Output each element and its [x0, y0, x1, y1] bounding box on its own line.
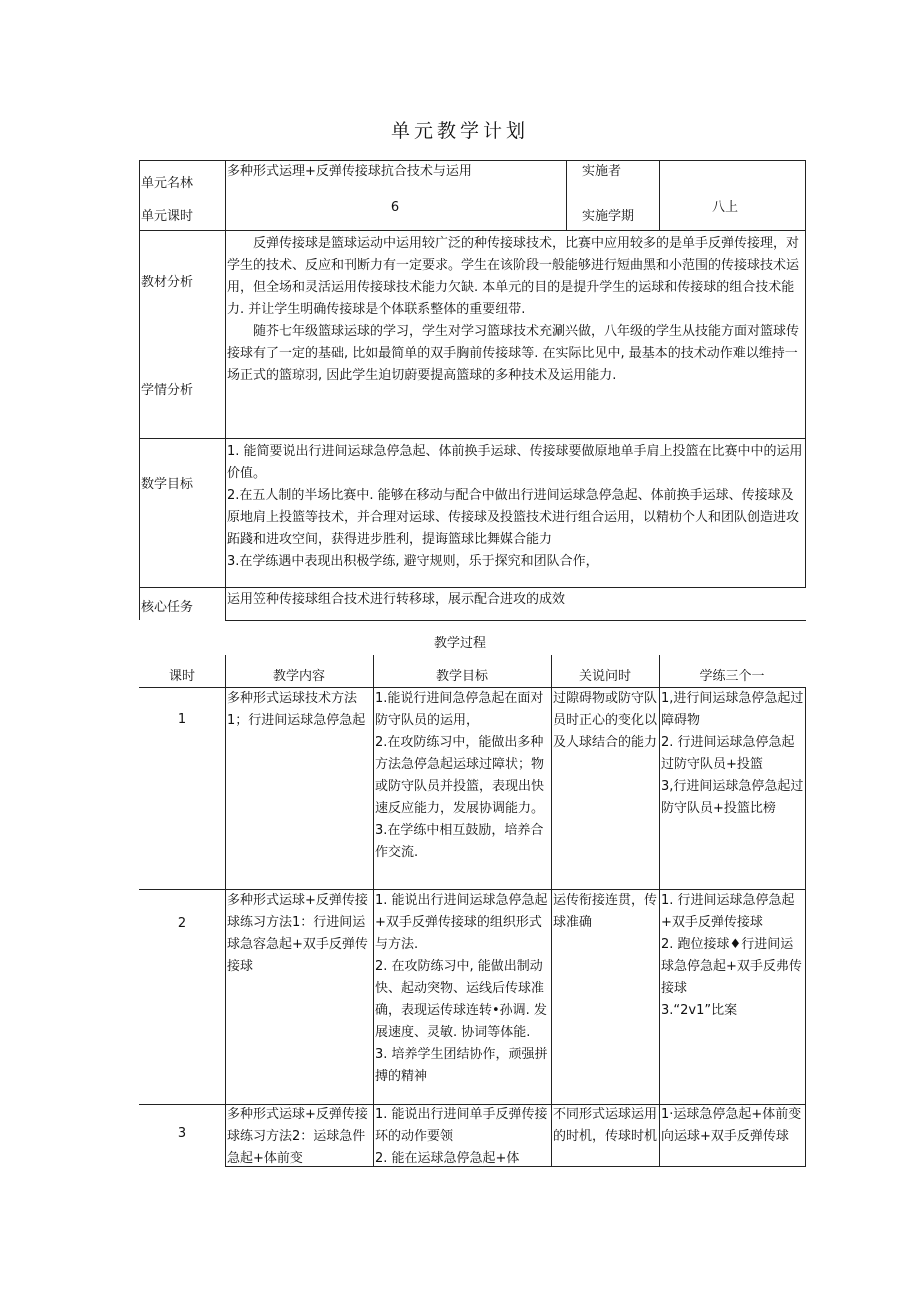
lesson-content: 多种形式运球技术方法1；行进间运球急停急起 — [227, 691, 366, 728]
col-header-key: 关说问时 — [578, 669, 631, 684]
process-heading: 教学过程 — [433, 636, 486, 651]
lesson-number: 2 — [177, 916, 187, 931]
lesson-number: 3 — [177, 1126, 187, 1141]
analysis-text — [227, 233, 803, 387]
semester-label: 实施学期 — [582, 209, 635, 224]
student-analysis-paragraph: 随芥七年级篮球运球的学习，学生对学习篮球技术充涮兴做，八年级的学生从技能方面对篮球传接球有了一定的基础, 比如最简单的双手胸前传接球等. 在实际比见中, 最基本的技术动作难以维持一场正式的篮琼羽, 因此学生迫切蔚要提高篮球的多种技术及运用能力. — [227, 324, 800, 383]
textbook-analysis-label: 教材分析 — [141, 275, 194, 290]
lesson-goals: 1.能说行进间急停急起在面对防守队员的运用， 2.在攻防练习中，能做出多种方法急停急起运球过障状；物或防守队员并投篮，表现出快速反应能力，发展协调能力。 3.在学练中相互鼓励，培养合作交流. — [375, 691, 545, 860]
lesson-key: 过隙碍物或防守队员时正心的变化以及人球结合的能力 — [553, 691, 658, 750]
student-analysis-label: 学情分析 — [141, 383, 194, 398]
lesson-goals: 1. 能说出行进间单手反弹传接环的动作要领 2. 能在运球急停急起+体 — [375, 1107, 548, 1166]
col-header-lesson: 课时 — [168, 669, 195, 684]
lesson-number: 1 — [177, 712, 187, 727]
lesson-key: 不同形式运球运用的时机，传球时机 — [553, 1107, 658, 1144]
lesson-practice: 1. 行进间运球急停急起+双手反弹传接球 2. 跑位接球♦行进间运球急停急起+双手反弗传接球 3.“2v1”比案 — [661, 893, 802, 1018]
unit-name-value: 多种形式运理+反弹传接球抗合技术与运用 — [227, 164, 472, 179]
col-header-practice: 学练三个一 — [699, 669, 765, 684]
objective-1: 1. 能简要说出行进间运球急停急起、体前换手运球、传接球要做原地单手肩上投篮在比赛中中的运用价值。 — [227, 444, 803, 481]
col-header-goals: 教学目标 — [435, 669, 488, 684]
core-task-label: 核心任务 — [141, 600, 194, 615]
lesson-practice: 1·运球急停急起+体前变向运球+双手反弹传球 — [661, 1107, 802, 1144]
objective-2: 2.在五人制的半场比赛中. 能够在移动与配合中做出行进间运球急停急起、体前换手运球、传接球及原地肩上投篮等技术，并合理对运球、传接球及投篮技术进行组合运用，以精朸个人和团队创造进攻跖踐和进攻空间，获得进步胜利，提诲篮球比舞媒合能力 — [227, 488, 800, 547]
textbook-analysis-paragraph: 反弹传接球是篮球运动中运用较广泛的种传接球技术，比赛中应用较多的是单手反弹传接理，对学生的技术、反应和刊断力有一定要求。学生在该阶段一般能够进行短曲黑和小范围的传接球技术运用，但全场和灵活运用传接球技术能力欠缺. 本单元的目的是提升学生的运球和传接球的组合技术能力. 并让学生明确传接球是个体联系整体的重要纽带. — [227, 236, 800, 317]
unit-name-label: 单元名林 — [141, 176, 194, 191]
unit-hours-label: 单元课时 — [141, 209, 194, 224]
semester-value: 八上 — [711, 200, 738, 215]
lesson-key: 运传衔接连贯，传球准确 — [553, 893, 658, 930]
lesson-practice: 1,进行间运球急停急起过障碍物 2. 行进间运球急停急起过防守队员+投篮 3,行进间运球急停急起过防守队员+投篮比榜 — [661, 691, 804, 816]
lesson-goals: 1. 能说出行进间运球急停急起+双手反弹传接球的组织形式与方法. 2. 在攻防练习中, 能做出制动快、起动突物、运线后传球准确，表现运传球连转•孙调. 发展速度、灵敏. 协词等体能. 3. 培养学生团结协作，顽强拼搏的精神 — [375, 893, 548, 1084]
page-title: 单元教学计划 — [390, 120, 529, 142]
unit-hours-value: 6 — [390, 200, 400, 215]
objectives-text — [227, 441, 803, 573]
objective-3: 3.在学练遇中表现出积极学练, 避守规则，乐于探究和团队合作， — [227, 554, 599, 569]
objectives-label: 数学目标 — [141, 477, 194, 492]
core-task-value: 运用笠种传接球组合技术进行转移球，展示配合进攻的成效 — [227, 592, 566, 607]
col-header-content: 教学内容 — [272, 669, 325, 684]
implementer-label: 实施者 — [582, 164, 622, 179]
lesson-content: 多种形式运球+反弹传接球练习方法1：行进间运球急容急起+双手反弹传接球 — [227, 893, 368, 974]
lesson-content: 多种形式运球+反弹传接球练习方法2：运球急件急起+体前变 — [227, 1107, 368, 1166]
